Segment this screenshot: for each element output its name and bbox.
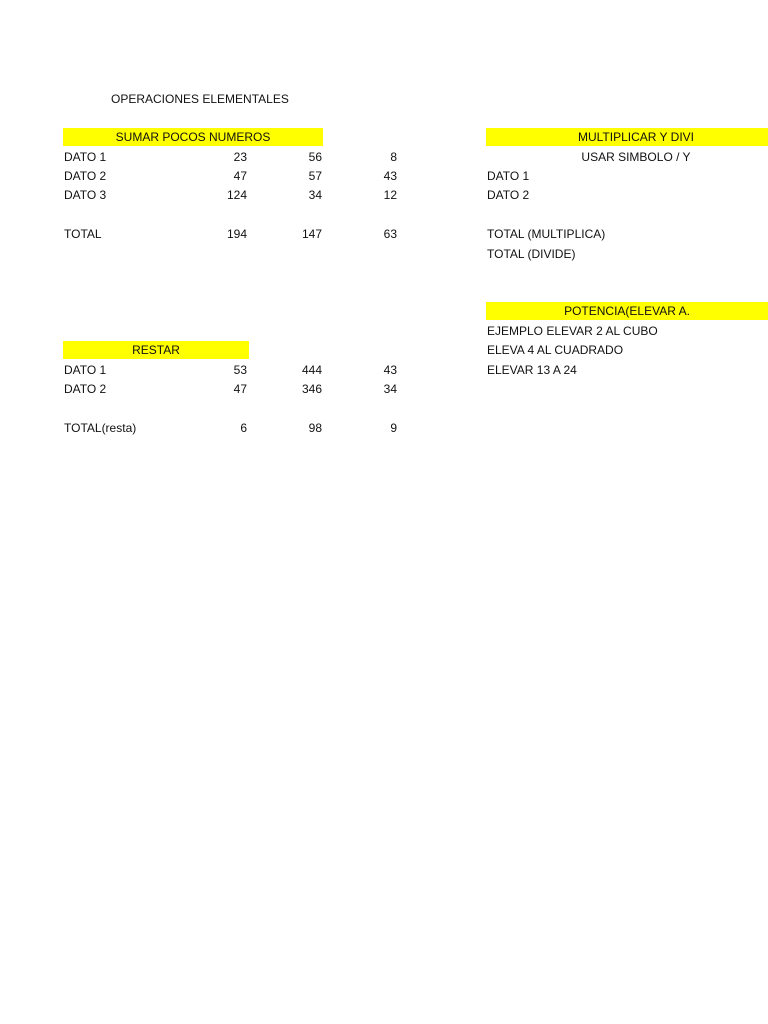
potencia-header: [486, 302, 768, 320]
sumar-row-label: DATO 1: [64, 150, 107, 164]
sumar-total-cell: 63: [383, 227, 397, 241]
potencia-row-label: ELEVAR 13 A 24: [487, 363, 577, 377]
sumar-total-cell: 194: [226, 227, 247, 241]
multiplicar-header: [486, 128, 768, 146]
sumar-cell: 23: [233, 150, 247, 164]
restar-total-label: TOTAL(resta): [64, 421, 137, 435]
restar-total-cell: 98: [308, 421, 322, 435]
sumar-cell: 56: [308, 150, 322, 164]
sumar-cell: 12: [383, 188, 397, 202]
restar-header: RESTAR: [63, 341, 249, 359]
page-title: OPERACIONES ELEMENTALES: [111, 92, 289, 106]
restar-total-cell: 6: [240, 421, 247, 435]
sumar-cell: 47: [233, 169, 247, 183]
sumar-total-cell: 147: [301, 227, 322, 241]
sumar-cell: 57: [308, 169, 322, 183]
multiplicar-header-text: MULTIPLICAR Y DIVI: [577, 130, 695, 144]
multiplicar-row-label: DATO 1: [487, 169, 530, 183]
sumar-cell: 124: [226, 188, 247, 202]
restar-cell: 53: [233, 363, 247, 377]
divide-total-label: TOTAL (DIVIDE): [487, 247, 576, 261]
restar-cell: 346: [301, 382, 322, 396]
sumar-row-label: DATO 2: [64, 169, 107, 183]
sumar-cell: 8: [390, 150, 397, 164]
multiplicar-subheader-text: USAR SIMBOLO / Y: [581, 150, 691, 164]
restar-total-cell: 9: [390, 421, 397, 435]
multiplicar-total-label: TOTAL (MULTIPLICA): [487, 227, 606, 241]
restar-row-label: DATO 1: [64, 363, 107, 377]
sumar-cell: 34: [308, 188, 322, 202]
restar-cell: 34: [383, 382, 397, 396]
restar-cell: 47: [233, 382, 247, 396]
sumar-row-label: DATO 3: [64, 188, 107, 202]
multiplicar-subheader: [486, 148, 768, 166]
sumar-cell: 43: [383, 169, 397, 183]
restar-cell: 444: [301, 363, 322, 377]
potencia-row-label: EJEMPLO ELEVAR 2 AL CUBO: [487, 324, 658, 338]
multiplicar-row-label: DATO 2: [487, 188, 530, 202]
sumar-header: SUMAR POCOS NUMEROS: [63, 128, 323, 146]
potencia-row-label: ELEVA 4 AL CUADRADO: [487, 343, 624, 357]
restar-row-label: DATO 2: [64, 382, 107, 396]
potencia-header-text: POTENCIA(ELEVAR A.: [564, 304, 690, 318]
sumar-total-label: TOTAL: [64, 227, 102, 241]
restar-cell: 43: [383, 363, 397, 377]
